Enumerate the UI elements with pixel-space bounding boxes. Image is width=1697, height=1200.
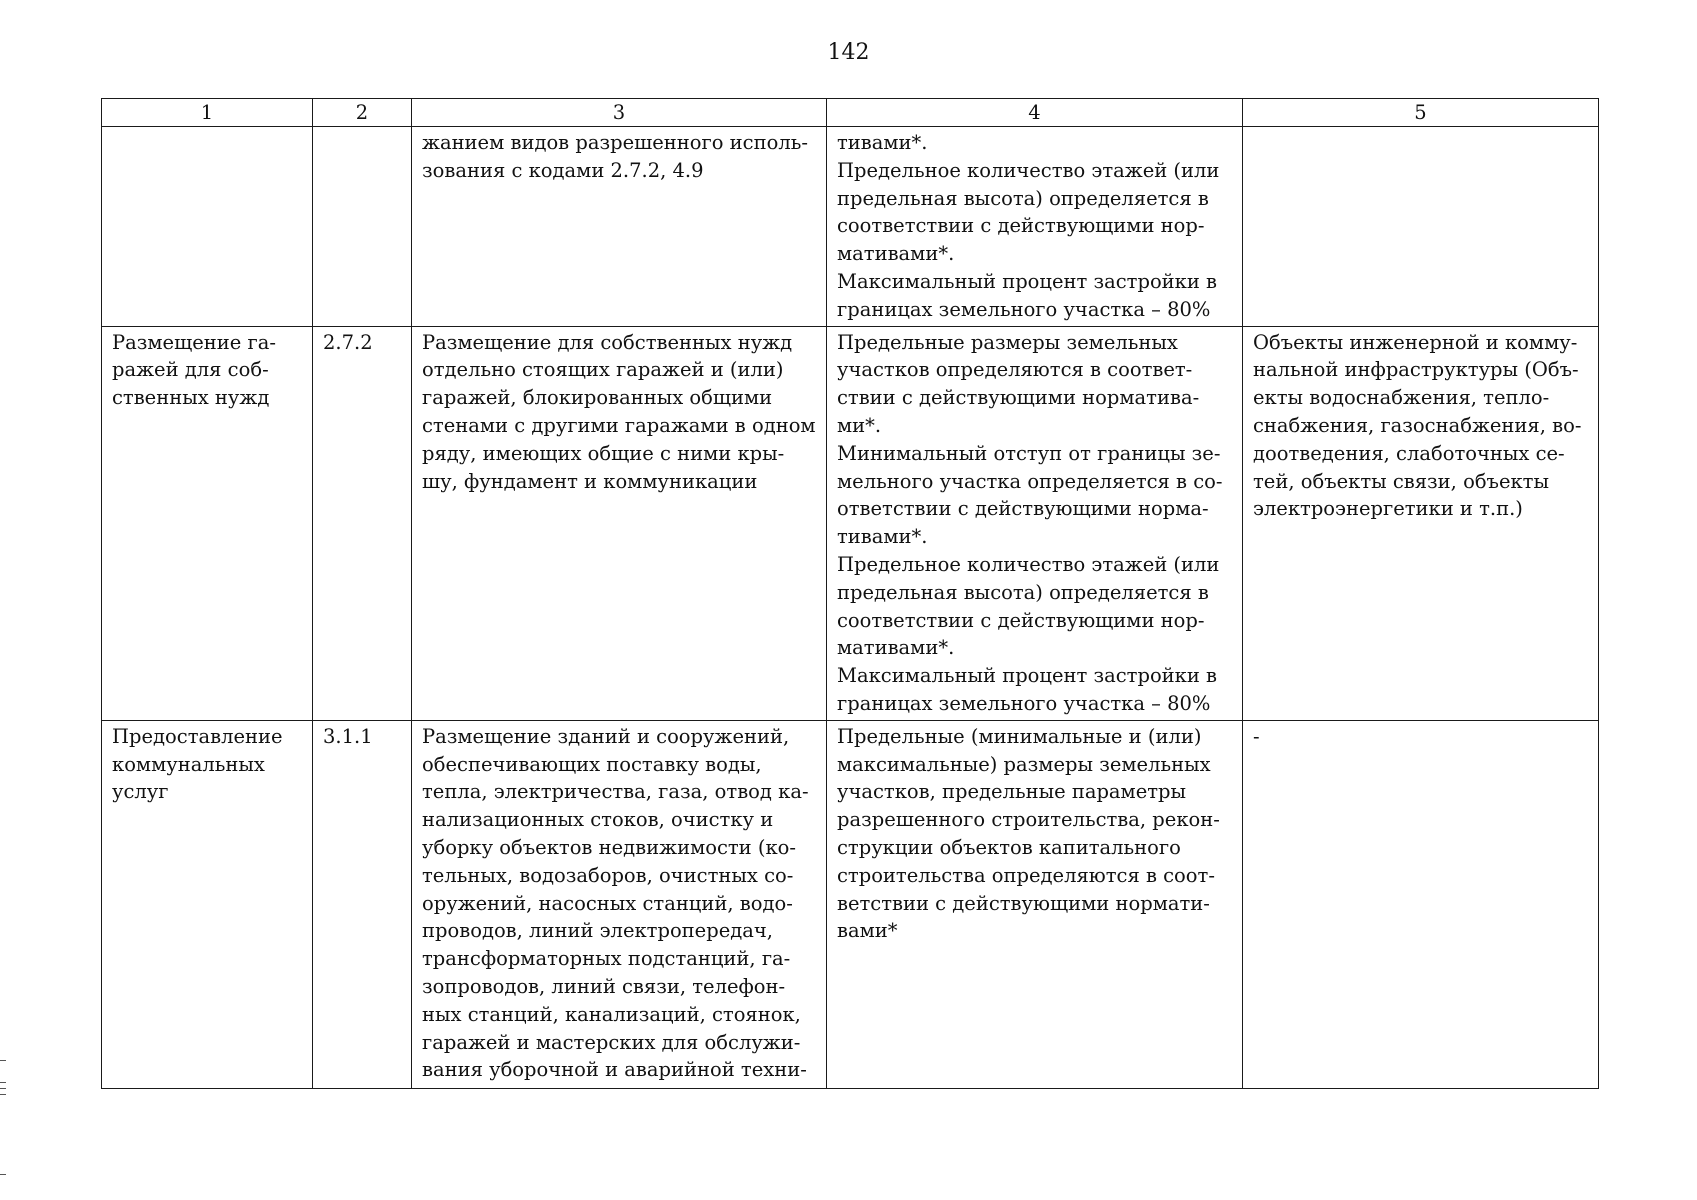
- cell-use-code: [313, 720, 412, 1088]
- column-header-5: 5: [1243, 99, 1599, 127]
- cell-related-objects: [1243, 127, 1599, 327]
- scan-margin-mark: [0, 1082, 6, 1083]
- table-row: [102, 127, 1599, 327]
- cell-text: 3.1.1: [323, 724, 373, 748]
- scan-margin-mark: [0, 1088, 6, 1089]
- cell-use-code: [313, 127, 412, 327]
- table-row: [102, 720, 1599, 1088]
- cell-text: 2.7.2: [323, 330, 373, 354]
- cell-parameters: [827, 326, 1243, 720]
- cell-use-name: [102, 127, 313, 327]
- column-header-3: 3: [412, 99, 827, 127]
- column-header-1: 1: [102, 99, 313, 127]
- cell-text: Размещение зданий и сооружений, обеспечивающих поставку воды, тепла, электричества, газа, отвод ка- нализационных стоков, очистку и уборку объектов недвижимости (ко- тельных, водозаборов, очистных со- оружений, насосных станций, водо- проводов, линий электропередач, трансформаторных подстанций, га- зопроводов, линий связи, телефон- ных станций, канализаций, стоянок, гаражей и мастерских для обслужи- вания уборочной и аварийной техни-: [422, 724, 809, 1082]
- cell-text: Предоставление коммунальных услуг: [112, 724, 283, 804]
- cell-related-objects: [1243, 720, 1599, 1088]
- cell-text: жанием видов разрешенного исполь- зования с кодами 2.7.2, 4.9: [422, 131, 808, 182]
- cell-use-code: [313, 326, 412, 720]
- land-use-table: [101, 98, 1599, 1089]
- cell-text: Предельные (минимальные и (или) максимальные) размеры земельных участков, предельные параметры разрешенного строительства, рекон- струкции объектов капитального строительства определяются в соот- ветствии с действующими нормати- вами*: [837, 724, 1220, 943]
- page-number: 142: [827, 40, 870, 65]
- cell-use-name: [102, 326, 313, 720]
- cell-use-description: [412, 720, 827, 1088]
- scan-margin-mark: [0, 1060, 6, 1061]
- cell-related-objects: [1243, 326, 1599, 720]
- cell-text: Размещение га- ражей для соб- ственных нужд: [112, 330, 276, 410]
- column-header-4: 4: [827, 99, 1243, 127]
- cell-text: тивами*. Предельное количество этажей (или предельная высота) определяется в соответствии с действующими нор- мативами*. Максимальный процент застройки в границах земельного участка – 80%: [837, 131, 1220, 321]
- scan-margin-mark: [0, 1094, 6, 1095]
- cell-text: -: [1253, 724, 1260, 748]
- cell-parameters: [827, 127, 1243, 327]
- cell-text: Объекты инженерной и комму- нальной инфраструктуры (Объ- екты водоснабжения, тепло- снабжения, газоснабжения, во- доотведения, слаботочных се- тей, объекты связи, объекты электроэнергетики и т.п.): [1253, 330, 1582, 521]
- cell-text: Размещение для собственных нужд отдельно стоящих гаражей и (или) гаражей, блокированных общими стенами с другими гаражами в одном ряду, имеющих общие с ними кры- шу, фундамент и коммуникации: [422, 330, 816, 493]
- cell-use-name: [102, 720, 313, 1088]
- cell-use-description: [412, 326, 827, 720]
- table-row: [102, 326, 1599, 720]
- scan-margin-mark: [0, 1174, 6, 1175]
- table-header-row: [102, 99, 1599, 127]
- cell-text: Предельные размеры земельных участков определяются в соответ- ствии с действующими норматива- ми*. Минимальный отступ от границы зе- мельного участка определяется в со- ответствии с действующими норма- тивами*. Предельное количество этажей (или предельная высота) определяется в соответствии с действующими нор- мативами*. Максимальный процент застройки в границах земельного участка – 80%: [837, 330, 1223, 715]
- column-header-2: 2: [313, 99, 412, 127]
- cell-use-description: [412, 127, 827, 327]
- cell-parameters: [827, 720, 1243, 1088]
